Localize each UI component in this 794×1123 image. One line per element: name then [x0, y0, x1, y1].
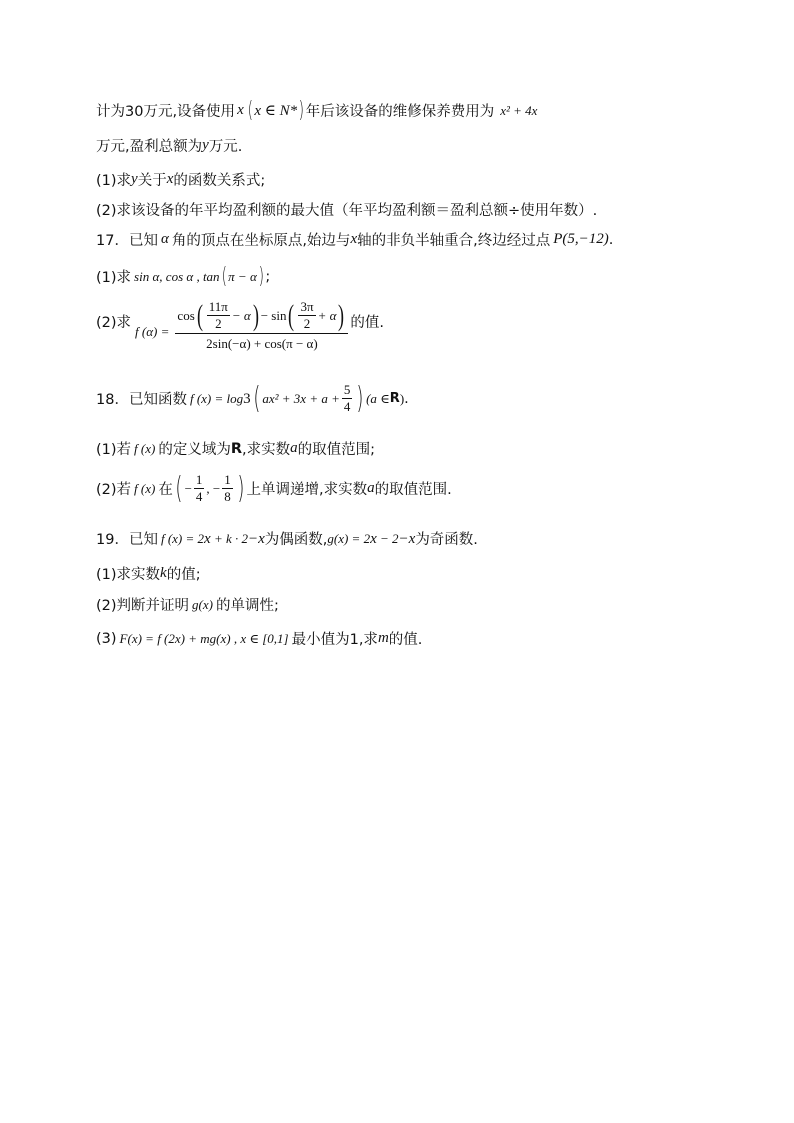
q17-frac-3pi-2: [298, 300, 315, 332]
q17-p1-a: (1)求: [96, 270, 132, 286]
q18-p1-d: 的取值范围;: [297, 442, 376, 458]
q19-p3-var-m: m: [377, 630, 389, 646]
q17-stem-c: 轴的非负半轴重合,终边经过点: [357, 233, 551, 249]
q18-part2: [96, 470, 452, 506]
intro-text-a: 计为30万元,设备使用: [96, 104, 236, 120]
q17-part1: [96, 264, 270, 289]
q17-cos: cos: [177, 307, 195, 323]
q19-p1-a: (1)求实数: [96, 567, 161, 583]
q17-f2-num: 3π: [298, 300, 315, 316]
q17-p1-end: ;: [265, 268, 271, 285]
q17-frac-11pi-2: [207, 300, 230, 332]
q18-p1-R: R: [230, 440, 243, 457]
q18-p2-d: 的取值范围.: [374, 482, 452, 499]
q17-point: P(5,−12): [553, 231, 609, 247]
q16-part1: [96, 169, 265, 190]
q17-part2: [96, 300, 384, 351]
q17-minus-alpha: − α: [231, 307, 251, 323]
q19-stem-c: 为奇函数.: [415, 532, 478, 548]
q19-part1: [96, 563, 201, 584]
q19-p3-F: F(x) = f (2x) + mg(x) , x ∈ [0,1]: [119, 630, 289, 646]
q17-denominator: 2sin(−α) + cos(π − α): [206, 335, 318, 351]
intro2-text-b: 万元.: [208, 139, 243, 155]
paren-open: (: [252, 380, 261, 416]
q18-n2: 1: [222, 473, 233, 489]
q17-minus-sin: − sin: [260, 307, 287, 323]
q18-f-log: f (x) = log: [189, 390, 244, 406]
q18-cond: (a ∈: [366, 390, 390, 406]
q17-big-fraction: [175, 300, 348, 351]
q19-stem-b: 为偶函数,: [264, 532, 328, 548]
paren-open: (: [288, 298, 295, 332]
q19-f: f (x) = 2: [160, 530, 205, 546]
q18-p1-fx: f (x): [134, 440, 156, 456]
q17-f-alpha: f (α) =: [135, 324, 170, 340]
q19-k: + k · 2: [210, 530, 248, 546]
q19-stem: 19．已知 f (x) = 2 x + k · 2 −x 为偶函数, g(x) = 2 x − 2 −x 为奇函数.: [96, 528, 478, 549]
q17-f1-num: 11π: [207, 300, 230, 316]
q18-fd: 4: [343, 399, 351, 415]
q19-part3: [96, 628, 422, 649]
q17-stem-end: .: [608, 231, 614, 248]
intro-text-b: 年后该设备的维修保养费用为: [305, 104, 495, 120]
q17-stem-a: 17．已知: [96, 233, 158, 249]
paren-open: (: [247, 98, 253, 123]
q19-p2-a: (2)判断并证明: [96, 598, 190, 614]
var-y: y: [202, 137, 209, 153]
q17-numerator: [175, 300, 348, 334]
q16-p1-a: (1)求: [96, 173, 132, 189]
q17-sin: sin α: [134, 268, 160, 284]
q17-stem-b: 角的顶点在坐标原点,始边与: [171, 233, 351, 249]
q18-frac-1-8: [222, 473, 233, 505]
q18-stem: 18．已知函数 f (x) = log 3 ( ax² + 3x + a + $\frac{5}{4}$ ) (a ∈ R ) .: [96, 380, 409, 416]
q17-plus-alpha: + α: [317, 307, 337, 323]
q18-fn: 5: [342, 383, 353, 399]
paren-close: ): [237, 470, 245, 506]
q17-pi-minus-alpha: π − α: [228, 268, 257, 284]
q18-p2-var-a: a: [367, 480, 375, 497]
q17-var-x: x: [350, 231, 358, 247]
intro-line-1: 计为30万元,设备使用 x ( x ∈ N * ) 年后该设备的维修保养费用为 x² + 4x: [96, 98, 538, 123]
q17-p2-end: 的值.: [350, 314, 385, 331]
q18-p1-b: 的定义域为: [158, 442, 231, 458]
q18-p2-a: (2)若: [96, 482, 132, 499]
q19-p2-gx: g(x): [192, 596, 213, 612]
q19-p1-b: 的值;: [166, 567, 201, 583]
q17-stem: [96, 229, 613, 250]
paren-open: (: [196, 298, 203, 332]
q17-f2-den: 2: [303, 316, 311, 332]
q17-p2-a: (2)求: [96, 314, 132, 331]
q18-p2-c: 上单调递增,求实数: [246, 482, 368, 499]
math-x-in-n: x ∈ N: [254, 103, 290, 119]
q19-p3-c: 的值.: [388, 632, 423, 648]
q18-p2-minus: −: [184, 480, 192, 496]
q19-p3-b: 最小值为1,求: [291, 632, 378, 648]
q19-p3-a: (3): [96, 630, 117, 647]
q16-p1-var-x: x: [166, 171, 174, 187]
q18-frac-1-4: [194, 473, 205, 505]
q16-p1-c: 的函数关系式;: [173, 173, 266, 189]
q17-alpha: α: [160, 231, 169, 247]
q18-d2: 8: [224, 489, 231, 505]
q18-n1: 1: [194, 473, 205, 489]
paren-open: (: [221, 264, 227, 289]
q18-inner: ax² + 3x + a +: [262, 390, 340, 406]
q18-p1-var-a: a: [290, 440, 298, 456]
q16-p2-text: (2)求该设备的年平均盈利额的最大值（年平均盈利额＝盈利总额÷使用年数）.: [96, 203, 598, 219]
q17-cos-tan: , cos α , tan: [159, 268, 220, 284]
q18-R: R: [389, 391, 400, 407]
q18-frac-5-4: [342, 383, 353, 415]
q16-p1-b: 关于: [137, 173, 167, 189]
paren-close: ): [252, 298, 259, 332]
q18-close: ): [399, 390, 405, 406]
q16-p1-var-y: y: [131, 171, 138, 187]
paren-close: ): [258, 264, 264, 289]
intro2-text-a: 万元,盈利总额为: [96, 139, 203, 155]
q18-part1: [96, 438, 375, 459]
q18-d1: 4: [195, 489, 203, 505]
q18-p2-b: 在: [158, 482, 173, 499]
paren-close: ): [338, 298, 345, 332]
q18-p1-c: ,求实数: [242, 442, 291, 458]
q16-part2: [96, 199, 597, 220]
intro-line-2: [96, 135, 242, 156]
q17-f1-den: 2: [215, 316, 222, 332]
q18-stem-a: 18．已知函数: [96, 392, 187, 409]
q18-p2-fx: f (x): [134, 480, 156, 496]
paren-close: ): [356, 380, 364, 416]
q18-p1-a: (1)若: [96, 442, 132, 458]
q19-part2: [96, 594, 279, 615]
q19-g: g(x) = 2: [327, 530, 371, 546]
q19-p1-var-k: k: [160, 565, 167, 581]
paren-close: ): [298, 98, 304, 123]
math-x2-4x: x² + 4x: [500, 102, 538, 118]
q19-stem-a: 19．已知: [96, 532, 158, 548]
q19-g2: − 2: [376, 530, 399, 546]
q18-end: .: [404, 390, 409, 407]
paren-open: (: [175, 470, 183, 506]
q19-p2-b: 的单调性;: [215, 598, 279, 614]
q18-comma: , −: [206, 480, 221, 496]
math-x: x: [237, 102, 244, 118]
